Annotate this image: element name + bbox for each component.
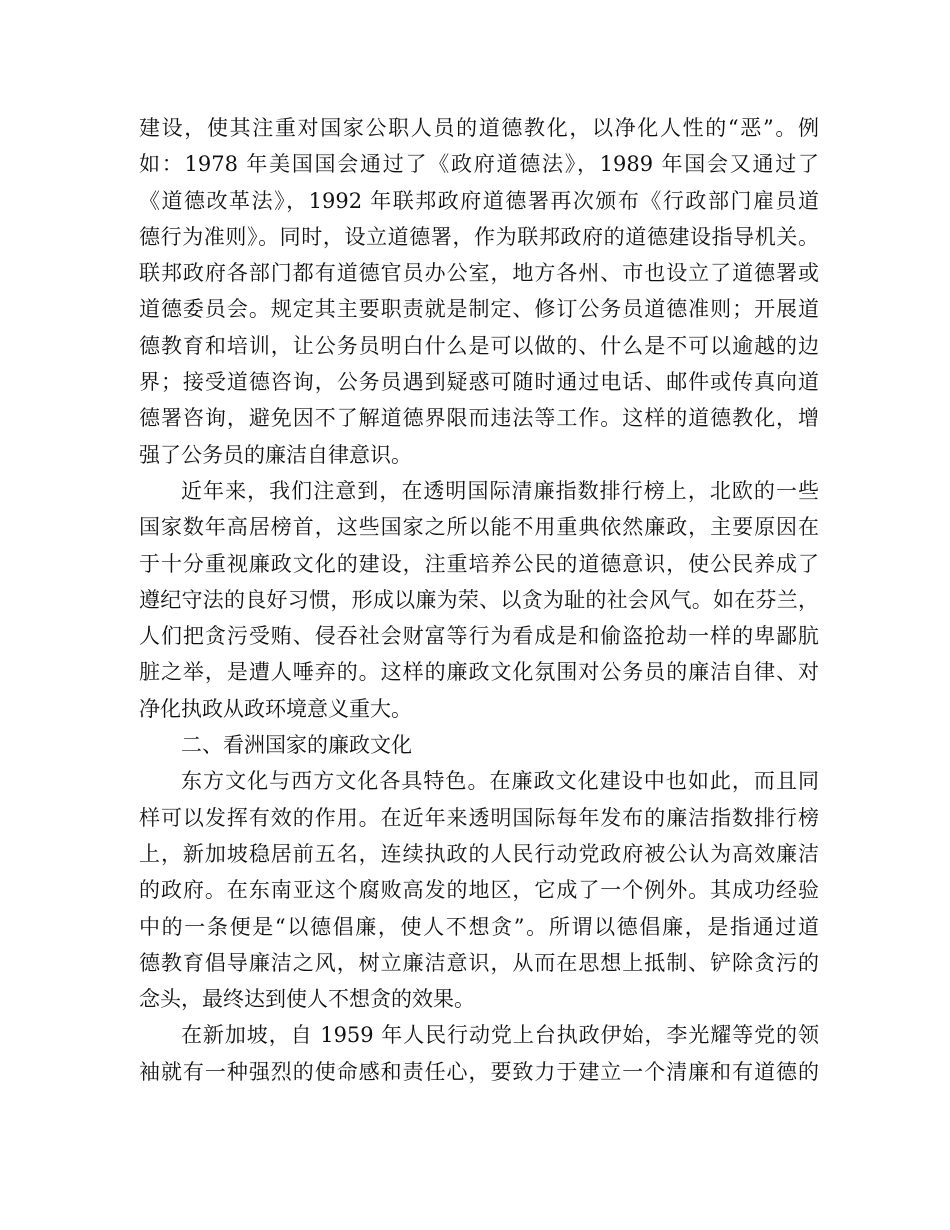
text-line: 净化执政从政环境意义重大。 xyxy=(139,696,412,721)
text-line: 界；接受道德咨询，公务员遇到疑惑可随时通过电话、邮件或传真向道 xyxy=(139,370,819,395)
text-line: 遵纪守法的良好习惯，形成以廉为荣、以贪为耻的社会风气。如在芬兰， xyxy=(139,587,819,612)
text-line: 的政府。在东南亚这个腐败高发的地区，它成了一个例外。其成功经验 xyxy=(139,878,819,903)
text-line: 如：1978 年美国国会通过了《政府道德法》，1989 年国会又通过了 xyxy=(139,152,819,177)
text-line: 于十分重视廉政文化的建设，注重培养公民的道德意识，使公民养成了 xyxy=(139,551,819,576)
text-line: 人们把贪污受贿、侵吞社会财富等行为看成是和偷盗抢劫一样的卑鄙肮 xyxy=(139,624,819,649)
body-text xyxy=(139,110,819,1090)
text-line: 念头，最终达到使人不想贪的效果。 xyxy=(139,987,475,1012)
text-line: 德署咨询，避免因不了解道德界限而违法等工作。这样的道德教化，增 xyxy=(139,406,819,431)
text-line: 在新加坡，自 1959 年人民行动党上台执政伊始，李光耀等党的领 xyxy=(181,1023,819,1048)
text-line: 中的一条便是“以德倡廉，使人不想贪”。所谓以德倡廉，是指通过道 xyxy=(139,914,819,939)
section-heading: 二、看洲国家的廉政文化 xyxy=(181,733,412,758)
text-line: 德教育倡导廉洁之风，树立廉洁意识，从而在思想上抵制、铲除贪污的 xyxy=(139,950,819,975)
text-line: 国家数年高居榜首，这些国家之所以能不用重典依然廉政，主要原因在 xyxy=(139,515,819,540)
text-line: 袖就有一种强烈的使命感和责任心，要致力于建立一个清廉和有道德的 xyxy=(139,1059,819,1084)
text-line: 近年来，我们注意到，在透明国际清廉指数排行榜上，北欧的一些 xyxy=(181,478,819,503)
text-line: 道德委员会。规定其主要职责就是制定、修订公务员道德准则；开展道 xyxy=(139,297,819,322)
text-line: 上，新加坡稳居前五名，连续执政的人民行动党政府被公认为高效廉洁 xyxy=(139,841,819,866)
text-line: 东方文化与西方文化各具特色。在廉政文化建设中也如此，而且同 xyxy=(181,769,819,794)
text-line: 联邦政府各部门都有道德官员办公室，地方各州、市也设立了道德署或 xyxy=(139,261,819,286)
text-line: 脏之举，是遭人唾弃的。这样的廉政文化氛围对公务员的廉洁自律、对 xyxy=(139,660,819,685)
text-line: 样可以发挥有效的作用。在近年来透明国际每年发布的廉洁指数排行榜 xyxy=(139,805,819,830)
text-line: 德教育和培训，让公务员明白什么是可以做的、什么是不可以逾越的边 xyxy=(139,333,819,358)
text-line: 建设，使其注重对国家公职人员的道德教化，以净化人性的“恶”。例 xyxy=(139,116,819,140)
text-line: 强了公务员的廉洁自律意识。 xyxy=(139,442,412,467)
text-line: 《道德改革法》，1992 年联邦政府道德署再次颁布《行政部门雇员道 xyxy=(139,188,819,213)
text-line: 德行为准则》。同时，设立道德署，作为联邦政府的道德建设指导机关。 xyxy=(139,224,819,249)
